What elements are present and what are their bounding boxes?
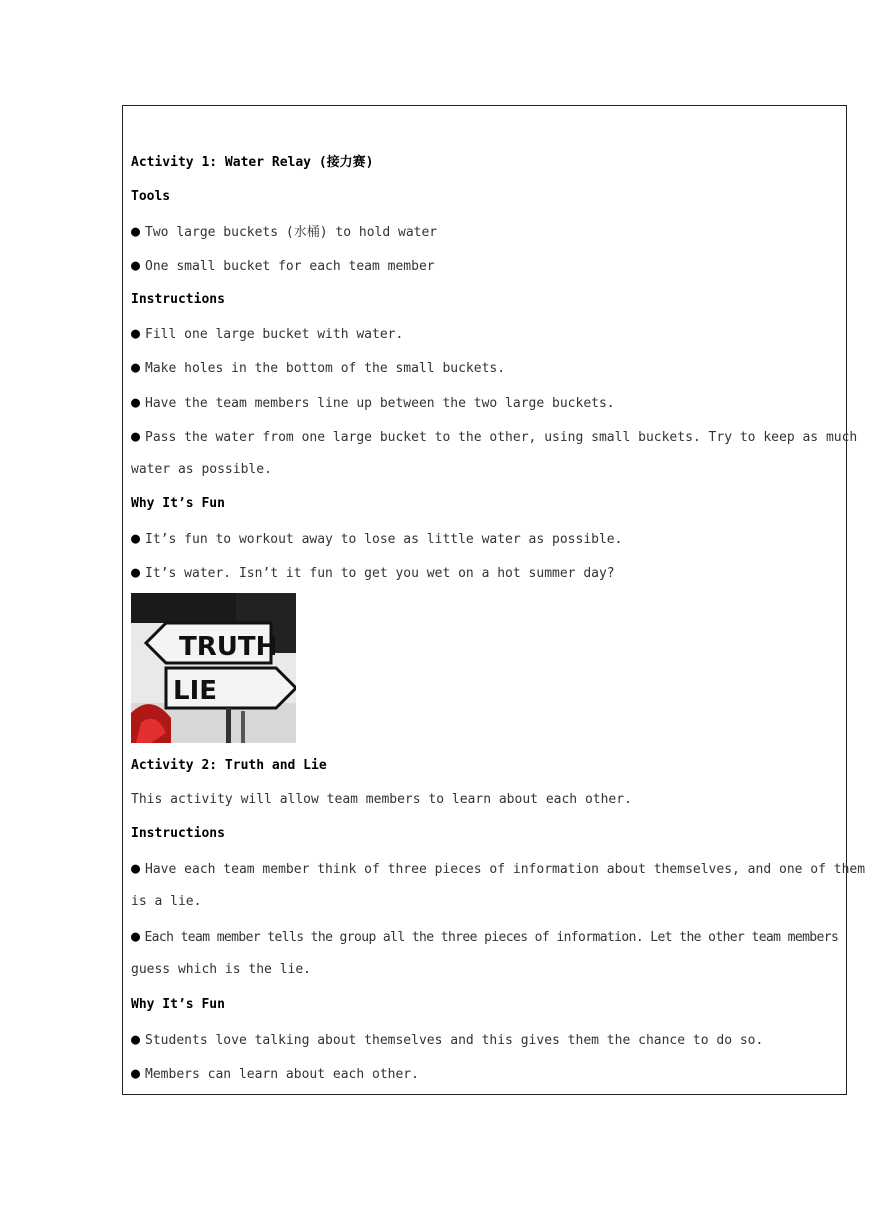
bullet-icon: ●	[131, 358, 141, 376]
why-fun-heading: Why It’s Fun	[131, 496, 225, 511]
instructions-heading: Instructions	[131, 826, 225, 841]
bullet-icon: ●	[131, 563, 141, 581]
list-item-text: Fill one large bucket with water.	[145, 327, 404, 342]
list-item	[131, 530, 843, 548]
activity2-intro: This activity will allow team members to learn about each other.	[131, 792, 632, 807]
bullet-icon: ●	[131, 529, 141, 547]
list-item-text: It’s fun to workout away to lose as little water as possible.	[145, 532, 623, 547]
bullet-icon: ●	[131, 324, 141, 342]
list-item	[131, 394, 843, 412]
list-item	[131, 1065, 843, 1083]
list-item	[131, 564, 843, 582]
bullet-icon: ●	[131, 927, 140, 945]
list-item-text: One small bucket for each team member	[145, 259, 435, 274]
list-item-text: It’s water. Isn’t it fun to get you wet on a hot summer day?	[145, 566, 615, 581]
list-item	[131, 325, 843, 343]
list-item-continuation: water as possible.	[131, 462, 272, 477]
list-item-text: Have each team member think of three pieces of information about themselves, and one of them	[145, 862, 866, 877]
list-item-text: Students love talking about themselves and this gives them the chance to do so.	[145, 1033, 764, 1048]
sign-bottom-text: LIE	[173, 676, 218, 706]
activity1-title: Activity 1: Water Relay (接力赛)	[131, 155, 374, 170]
list-item-continuation: guess which is the lie.	[131, 962, 312, 977]
list-item	[131, 1031, 843, 1049]
list-item-text: Members can learn about each other.	[145, 1067, 419, 1082]
activity2-title: Activity 2: Truth and Lie	[131, 758, 327, 773]
list-item-text: Make holes in the bottom of the small buckets.	[145, 361, 506, 376]
bullet-icon: ●	[131, 393, 141, 411]
instructions-heading: Instructions	[131, 292, 225, 307]
bullet-icon: ●	[131, 859, 141, 877]
tools-heading: Tools	[131, 189, 171, 204]
truth-lie-sign-image	[131, 593, 296, 743]
list-item-text: Each team member tells the group all the three pieces of information. Let the other team members	[144, 930, 839, 945]
list-item-continuation: is a lie.	[131, 894, 202, 909]
list-item-text: Pass the water from one large bucket to the other, using small buckets. Try to keep as much	[145, 430, 858, 445]
list-item	[131, 427, 858, 446]
bullet-icon: ●	[131, 222, 141, 240]
bullet-icon: ●	[131, 1064, 141, 1082]
bullet-icon: ●	[131, 256, 141, 274]
sign-top-text: TRUTH	[179, 632, 278, 662]
list-item	[131, 359, 843, 377]
list-item	[131, 257, 843, 275]
bullet-icon: ●	[131, 427, 141, 445]
list-item	[131, 928, 843, 946]
bullet-icon: ●	[131, 1030, 141, 1048]
list-item-text: Have the team members line up between the two large buckets.	[145, 396, 615, 411]
list-item	[131, 223, 843, 241]
why-fun-heading: Why It’s Fun	[131, 997, 225, 1012]
list-item	[131, 859, 866, 878]
list-item-text: Two large buckets (水桶) to hold water	[145, 225, 438, 240]
